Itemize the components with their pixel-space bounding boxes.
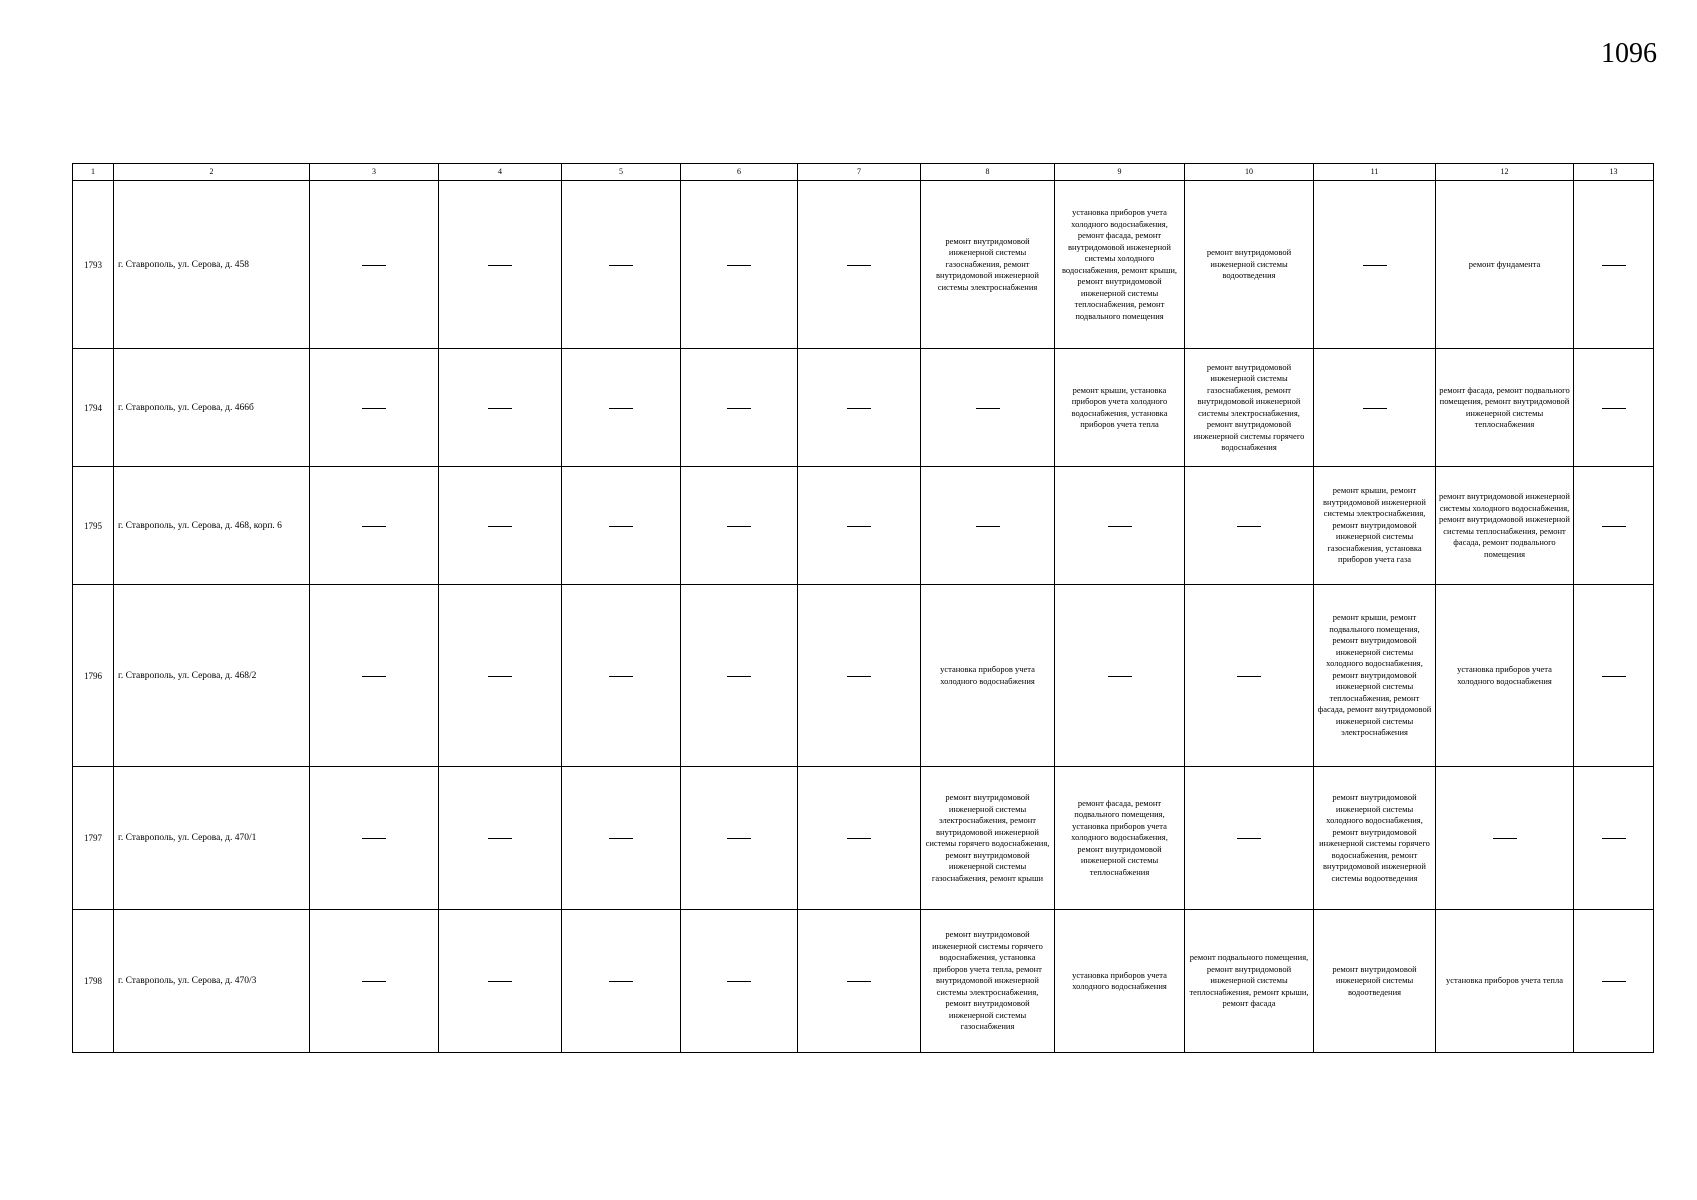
empty-cell [439,349,562,467]
column-header: 1 [73,164,114,181]
dash-mark [1363,265,1387,266]
dash-mark [609,981,633,982]
column-header: 6 [681,164,798,181]
dash-mark [847,676,871,677]
empty-cell [439,910,562,1053]
dash-mark [847,265,871,266]
dash-mark [609,265,633,266]
column-header: 7 [798,164,921,181]
work-cell: ремонт внутридомовой инженерной системы газоснабжения, ремонт внутридомовой инженерной системы электроснабжения [921,181,1055,349]
page-number: 1096 [1601,38,1657,69]
dash-mark [609,838,633,839]
work-cell: установка приборов учета холодного водоснабжения [921,585,1055,767]
work-cell: ремонт крыши, установка приборов учета холодного водоснабжения, установка приборов учета тепла [1055,349,1185,467]
empty-cell [921,349,1055,467]
row-address: г. Ставрополь, ул. Серова, д. 468, корп. 6 [114,467,310,585]
table-row [73,767,1654,910]
dash-mark [1602,408,1626,409]
empty-cell [1574,585,1654,767]
empty-cell [439,767,562,910]
empty-cell [310,767,439,910]
dash-mark [1237,676,1261,677]
empty-cell [310,467,439,585]
row-address: г. Ставрополь, ул. Серова, д. 466б [114,349,310,467]
dash-mark [1237,526,1261,527]
dash-mark [362,408,386,409]
column-header: 8 [921,164,1055,181]
column-header: 12 [1436,164,1574,181]
column-header: 3 [310,164,439,181]
dash-mark [1602,838,1626,839]
dash-mark [976,526,1000,527]
dash-mark [1363,408,1387,409]
work-cell: ремонт внутридомовой инженерной системы водоотведения [1185,181,1314,349]
dash-mark [362,838,386,839]
column-header: 9 [1055,164,1185,181]
empty-cell [681,767,798,910]
table-row [73,910,1654,1053]
work-cell: ремонт фундамента [1436,181,1574,349]
table-row [73,349,1654,467]
dash-mark [1108,526,1132,527]
empty-cell [798,585,921,767]
dash-mark [727,981,751,982]
empty-cell [798,467,921,585]
dash-mark [727,265,751,266]
empty-cell [1436,767,1574,910]
dash-mark [847,838,871,839]
dash-mark [362,265,386,266]
dash-mark [727,676,751,677]
work-cell: ремонт крыши, ремонт внутридомовой инженерной системы электроснабжения, ремонт внутридомовой инженерной системы газоснабжения, установка приборов учета газа [1314,467,1436,585]
empty-cell [798,910,921,1053]
empty-cell [310,910,439,1053]
empty-cell [562,467,681,585]
table-row [73,467,1654,585]
empty-cell [1185,767,1314,910]
table-row [73,181,1654,349]
row-address: г. Ставрополь, ул. Серова, д. 470/3 [114,910,310,1053]
empty-cell [562,181,681,349]
empty-cell [1055,585,1185,767]
dash-mark [609,408,633,409]
work-cell: ремонт внутридомовой инженерной системы холодного водоснабжения, ремонт внутридомовой инженерной системы теплоснабжения, ремонт фасада, ремонт подвального помещения [1436,467,1574,585]
work-cell: установка приборов учета холодного водоснабжения [1436,585,1574,767]
empty-cell [310,181,439,349]
dash-mark [1493,838,1517,839]
dash-mark [488,981,512,982]
empty-cell [681,181,798,349]
empty-cell [439,467,562,585]
work-schedule-table [72,163,1654,1053]
dash-mark [1108,676,1132,677]
dash-mark [1602,981,1626,982]
row-number: 1793 [73,181,114,349]
dash-mark [847,408,871,409]
dash-mark [362,981,386,982]
work-cell: ремонт внутридомовой инженерной системы электроснабжения, ремонт внутридомовой инженерной системы горячего водоснабжения, ремонт внутридомовой инженерной системы газоснабжения, ремонт крыши [921,767,1055,910]
column-header: 10 [1185,164,1314,181]
empty-cell [798,349,921,467]
empty-cell [681,910,798,1053]
dash-mark [847,526,871,527]
dash-mark [488,265,512,266]
work-cell: установка приборов учета холодного водоснабжения [1055,910,1185,1053]
column-header: 5 [562,164,681,181]
row-number: 1797 [73,767,114,910]
work-cell: ремонт внутридомовой инженерной системы горячего водоснабжения, установка приборов учета тепла, ремонт внутридомовой инженерной системы электроснабжения, ремонт внутридомовой инженерной системы газоснабжения [921,910,1055,1053]
dash-mark [609,676,633,677]
empty-cell [798,767,921,910]
work-cell: ремонт подвального помещения, ремонт внутридомовой инженерной системы теплоснабжения, ремонт крыши, ремонт фасада [1185,910,1314,1053]
dash-mark [362,526,386,527]
work-cell: установка приборов учета тепла [1436,910,1574,1053]
empty-cell [921,467,1055,585]
row-number: 1796 [73,585,114,767]
row-address: г. Ставрополь, ул. Серова, д. 468/2 [114,585,310,767]
column-number-header-row [73,164,1654,181]
empty-cell [310,585,439,767]
dash-mark [609,526,633,527]
work-cell: ремонт крыши, ремонт подвального помещения, ремонт внутридомовой инженерной системы холодного водоснабжения, ремонт внутридомовой инженерной системы теплоснабжения, ремонт фасада, ремонт внутридомовой инженерной системы электроснабжения [1314,585,1436,767]
dash-mark [1602,676,1626,677]
dash-mark [1237,838,1261,839]
row-address: г. Ставрополь, ул. Серова, д. 470/1 [114,767,310,910]
empty-cell [1185,467,1314,585]
dash-mark [727,408,751,409]
dash-mark [1602,526,1626,527]
column-header: 2 [114,164,310,181]
work-cell: ремонт внутридомовой инженерной системы холодного водоснабжения, ремонт внутридомовой инженерной системы горячего водоснабжения, ремонт внутридомовой инженерной системы водоотведения [1314,767,1436,910]
dash-mark [1602,265,1626,266]
empty-cell [439,181,562,349]
empty-cell [1574,349,1654,467]
empty-cell [1574,181,1654,349]
dash-mark [362,676,386,677]
column-header: 13 [1574,164,1654,181]
dash-mark [976,408,1000,409]
work-cell: установка приборов учета холодного водоснабжения, ремонт фасада, ремонт внутридомовой инженерной системы холодного водоснабжения, ремонт крыши, ремонт внутридомовой инженерной системы теплоснабжения, ремонт подвального помещения [1055,181,1185,349]
empty-cell [1574,910,1654,1053]
dash-mark [727,838,751,839]
column-header: 11 [1314,164,1436,181]
work-cell: ремонт внутридомовой инженерной системы водоотведения [1314,910,1436,1053]
empty-cell [798,181,921,349]
empty-cell [310,349,439,467]
empty-cell [1055,467,1185,585]
empty-cell [562,767,681,910]
work-cell: ремонт фасада, ремонт подвального помещения, ремонт внутридомовой инженерной системы теплоснабжения [1436,349,1574,467]
empty-cell [562,349,681,467]
work-cell: ремонт внутридомовой инженерной системы газоснабжения, ремонт внутридомовой инженерной системы электроснабжения, ремонт внутридомовой инженерной системы горячего водоснабжения [1185,349,1314,467]
dash-mark [488,408,512,409]
empty-cell [562,910,681,1053]
dash-mark [488,526,512,527]
row-address: г. Ставрополь, ул. Серова, д. 458 [114,181,310,349]
empty-cell [1574,767,1654,910]
empty-cell [439,585,562,767]
row-number: 1795 [73,467,114,585]
dash-mark [488,676,512,677]
column-header: 4 [439,164,562,181]
empty-cell [1314,349,1436,467]
dash-mark [727,526,751,527]
empty-cell [1314,181,1436,349]
empty-cell [681,585,798,767]
empty-cell [681,349,798,467]
dash-mark [488,838,512,839]
empty-cell [681,467,798,585]
empty-cell [562,585,681,767]
row-number: 1794 [73,349,114,467]
empty-cell [1574,467,1654,585]
dash-mark [847,981,871,982]
empty-cell [1185,585,1314,767]
table-row [73,585,1654,767]
row-number: 1798 [73,910,114,1053]
work-cell: ремонт фасада, ремонт подвального помещения, установка приборов учета холодного водоснабжения, ремонт внутридомовой инженерной системы теплоснабжения [1055,767,1185,910]
